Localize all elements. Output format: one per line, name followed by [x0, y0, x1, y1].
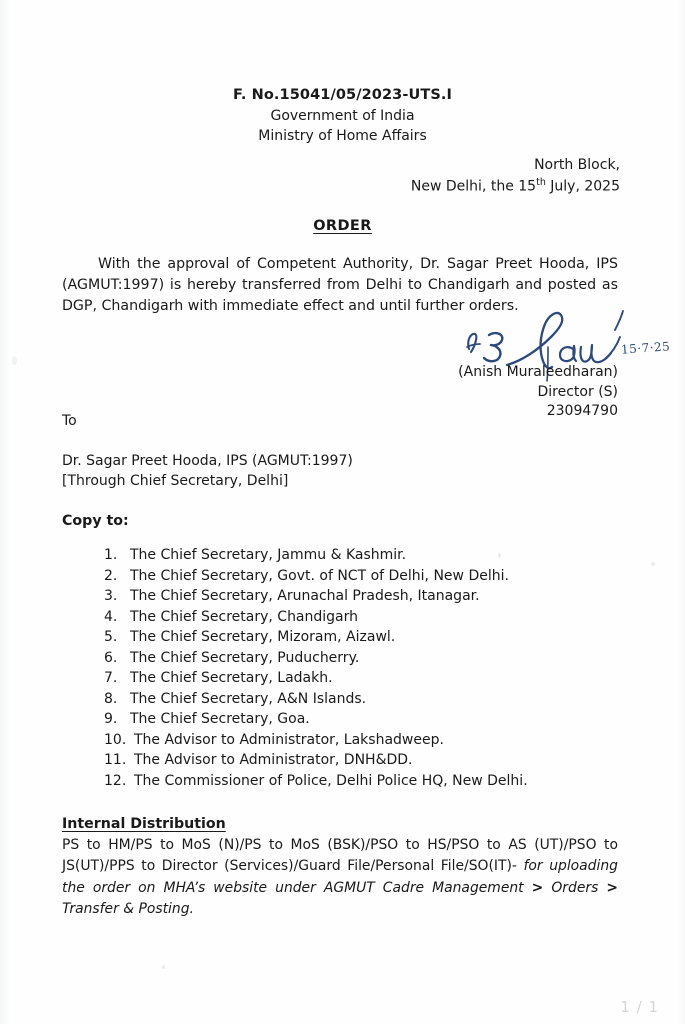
list-item-text: The Chief Secretary, Goa.	[130, 711, 310, 728]
internal-distribution-italic-2: Orders	[543, 879, 607, 896]
internal-distribution-section	[62, 791, 685, 832]
list-item-text: The Chief Secretary, Arunachal Pradesh, Itanagar.	[130, 588, 480, 605]
list-item-text: The Chief Secretary, Mizoram, Aizawl.	[130, 629, 396, 646]
scan-speckle	[162, 965, 165, 969]
list-item-number: 1.	[104, 547, 118, 564]
list-item-number: 6.	[104, 649, 118, 666]
list-item-text: The Advisor to Administrator, DNH&DD.	[134, 752, 413, 769]
order-title: ORDER	[313, 218, 372, 235]
page-counter: 1 / 1	[620, 998, 659, 1016]
list-item	[104, 771, 685, 792]
list-item	[104, 750, 685, 771]
list-item	[104, 607, 685, 628]
place-line: North Block,	[534, 157, 620, 174]
list-item-text: The Chief Secretary, A&N Islands.	[130, 690, 367, 707]
government-name: Government of India	[270, 108, 415, 125]
date-ordinal-suffix: th	[536, 176, 546, 188]
list-item	[104, 586, 685, 607]
order-body-paragraph: With the approval of Competent Authority, Dr. Sagar Preet Hooda, IPS (AGMUT:1997) is hereby transferred from Delhi to Chandigarh and posted as DGP, Chandigarh with immediate effect and until further orders.	[62, 256, 618, 314]
list-item	[104, 545, 685, 566]
list-item-text: The Chief Secretary, Ladakh.	[130, 670, 333, 687]
internal-distribution-upright: PS to HM/PS to MoS (N)/PS to MoS (BSK)/PSO to HS/PSO to AS (UT)/PSO to JS(UT)/PPS to Director (Services)/Guard File/Personal File/SO(IT)-	[62, 837, 618, 875]
date-prefix: New Delhi, the 15	[410, 178, 537, 195]
list-item-text: The Chief Secretary, Puducherry.	[130, 649, 360, 666]
list-item-text: The Chief Secretary, Govt. of NCT of Delhi, New Delhi.	[130, 567, 509, 584]
document-header	[0, 86, 685, 145]
addressee-block	[62, 451, 685, 492]
internal-distribution-heading: Internal Distribution	[62, 816, 226, 833]
list-item	[104, 709, 685, 730]
list-item-number: 12.	[104, 772, 127, 789]
list-item-text: The Chief Secretary, Jammu & Kashmir.	[130, 547, 407, 564]
list-item-number: 3.	[104, 588, 118, 605]
list-item-number: 4.	[104, 608, 118, 625]
handwritten-date: 15·7·25	[620, 338, 671, 357]
signatory-details	[0, 363, 618, 423]
date-suffix: July, 2025	[545, 178, 620, 195]
copy-to-list	[0, 545, 685, 791]
list-item	[104, 566, 685, 587]
list-item	[104, 668, 685, 689]
addressee-through: [Through Chief Secretary, Delhi]	[62, 472, 289, 489]
signatory-name: (Anish Muraleedharan)	[458, 363, 618, 380]
list-item-number: 10.	[104, 731, 127, 748]
internal-distribution-italic-3: Transfer & Posting.	[62, 900, 194, 917]
breadcrumb-arrow: >	[606, 879, 618, 896]
breadcrumb-arrow: >	[531, 879, 544, 896]
list-item-number: 11.	[104, 752, 127, 769]
internal-distribution-italic-1: for uploading the order on MHA’s website under AGMUT Cadre Management	[62, 858, 618, 896]
file-number: F. No.15041/05/2023-UTS.I	[232, 87, 453, 103]
copy-to-heading: Copy to:	[62, 513, 129, 530]
signatory-designation: Director (S)	[537, 383, 618, 400]
signature-block	[0, 317, 685, 420]
list-item-number: 8.	[104, 690, 118, 707]
list-item-text: The Advisor to Administrator, Lakshadweep.	[134, 731, 444, 748]
list-item-text: The Commissioner of Police, Delhi Police HQ, New Delhi.	[134, 772, 528, 789]
to-label: To	[62, 412, 77, 429]
internal-distribution-body	[62, 835, 618, 920]
list-item	[104, 648, 685, 669]
list-item	[104, 689, 685, 710]
signatory-phone: 23094790	[546, 403, 618, 420]
ministry-name: Ministry of Home Affairs	[258, 127, 427, 144]
list-item-number: 2.	[104, 567, 118, 584]
list-item-number: 9.	[104, 711, 118, 728]
list-item-number: 7.	[104, 670, 118, 687]
list-item-text: The Chief Secretary, Chandigarh	[130, 608, 359, 625]
list-item	[104, 627, 685, 648]
list-item-number: 5.	[104, 629, 118, 646]
place-and-date	[0, 156, 685, 197]
addressee-name: Dr. Sagar Preet Hooda, IPS (AGMUT:1997)	[62, 452, 353, 469]
date-line	[0, 176, 620, 198]
list-item	[104, 730, 685, 751]
